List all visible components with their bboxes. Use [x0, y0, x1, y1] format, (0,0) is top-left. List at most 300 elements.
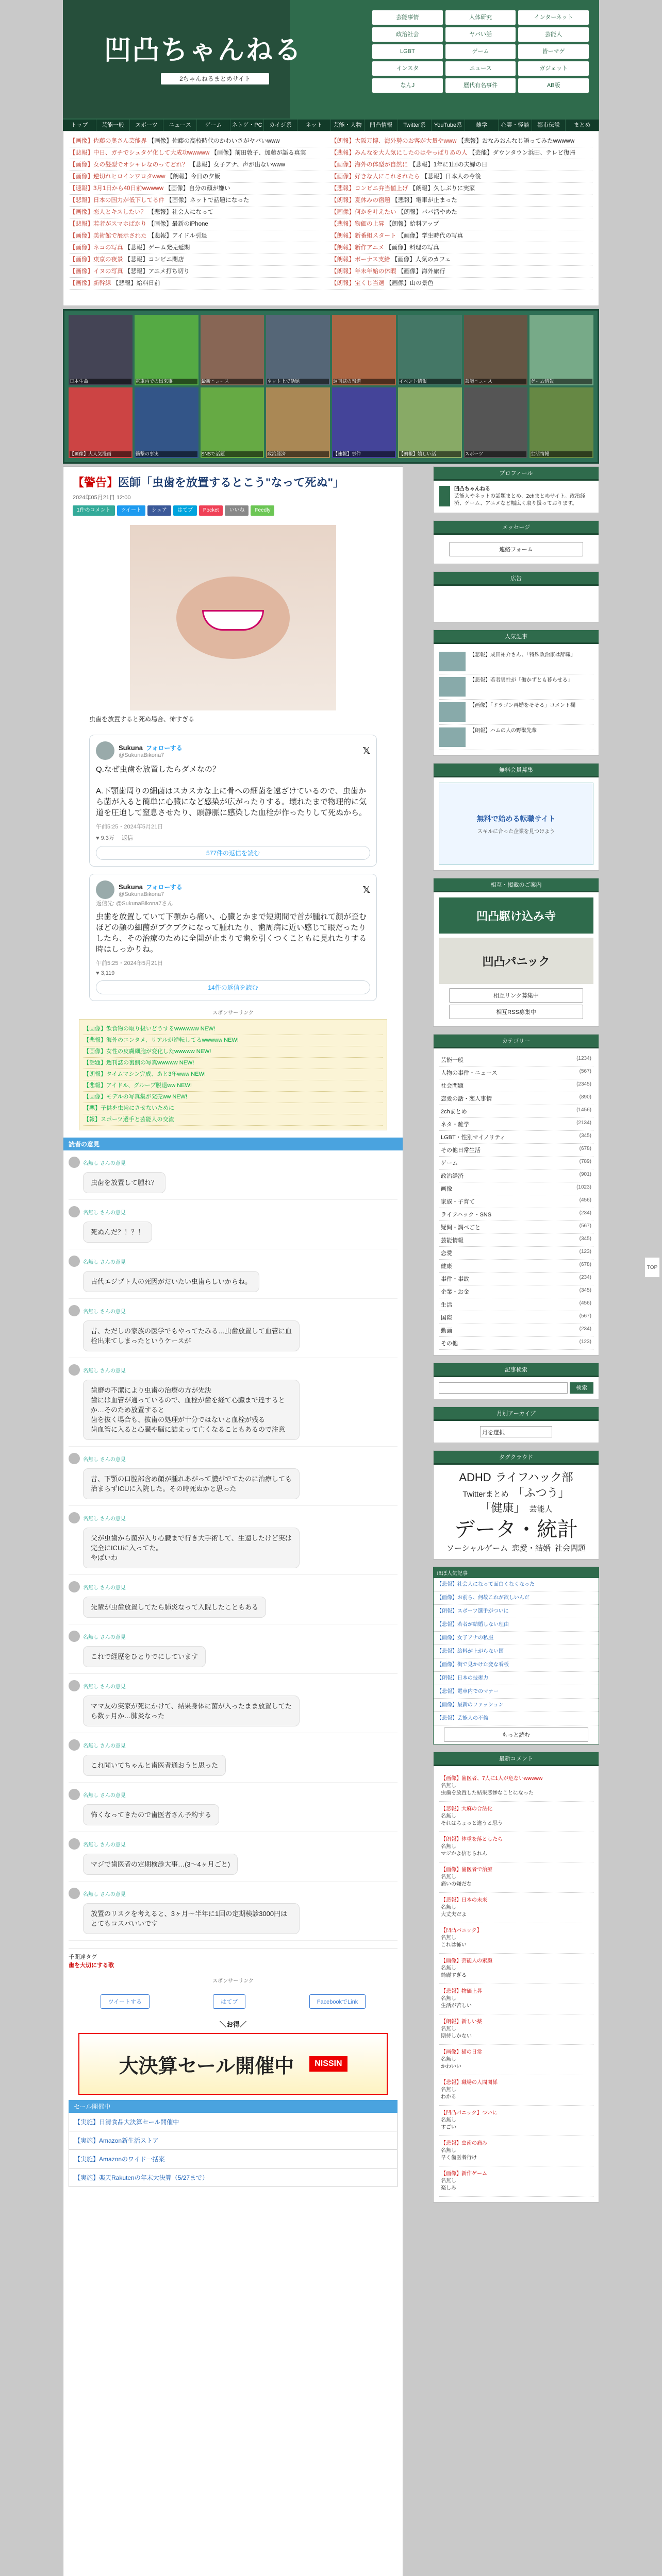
sale-item[interactable]: 【実施】Amazonのワイド一括案 [69, 2150, 398, 2168]
ticker-item[interactable] [70, 254, 331, 265]
banner-cell[interactable] [135, 315, 198, 385]
menu-item[interactable]: ガジェット [518, 61, 589, 76]
feed-item[interactable]: 【画像】街で見かけた変な看板 [434, 1658, 599, 1672]
comment-head [69, 1305, 398, 1316]
ticker-item[interactable] [70, 242, 331, 253]
thumbnail [439, 652, 466, 671]
category-item[interactable] [439, 1221, 593, 1234]
comment-text: これで経歴をひとりでにしています [83, 1646, 206, 1667]
tag-link[interactable]: 「ふつう」 [512, 1486, 570, 1499]
banner-cell[interactable] [332, 315, 396, 385]
recent-text: 早く歯医者行け [441, 2155, 477, 2161]
feed-item[interactable]: 【画像】最新のファッション [434, 1699, 599, 1712]
ticker-item[interactable] [70, 183, 331, 194]
category-name: 社会問題 [441, 1083, 464, 1089]
search-button[interactable]: 検索 [570, 1382, 593, 1394]
category-count: (678) [579, 1146, 591, 1151]
ticker-headline: 【画像】イヌの写真 [70, 268, 123, 275]
rss-request-button[interactable]: 相互RSS募集中 [449, 1005, 583, 1019]
tags-box [69, 1948, 398, 1969]
headline-link[interactable]: 【朗報】タイムマシン完成、あと3年www NEW! [84, 1069, 383, 1080]
heart-icon[interactable]: ♥ 3,119 [96, 970, 115, 976]
share-button[interactable]: いいね [225, 505, 249, 516]
ticker-headline: 【画像】山の景色 [386, 280, 434, 286]
recent-user: 名無し [441, 2057, 456, 2063]
ticker-item[interactable] [331, 207, 592, 218]
sale-item[interactable]: 【実施】日清食品大決算セール開催中 [69, 2113, 398, 2131]
sale-banner[interactable] [78, 2033, 388, 2095]
recent-comment[interactable] [439, 2045, 593, 2075]
recent-comment[interactable] [439, 2106, 593, 2136]
ticker-item[interactable] [331, 171, 592, 182]
menu-item[interactable]: インスタ [372, 61, 443, 76]
tweet-handle: @SukunaBikona7 [119, 891, 164, 897]
ticker-item[interactable] [70, 230, 331, 242]
category-item[interactable] [439, 1247, 593, 1260]
header-menu [372, 10, 589, 93]
ticker-row [70, 195, 592, 207]
category-item[interactable] [439, 1144, 593, 1157]
menu-item[interactable]: AB版 [518, 78, 589, 93]
recent-comment[interactable] [439, 1923, 593, 1954]
category-count: (234) [579, 1275, 591, 1280]
recent-user: 名無し [441, 1783, 456, 1789]
ticker-headline: 【悲報】みんなを大人気にしたのはやっぱりあの人 [331, 150, 468, 156]
archive-select[interactable]: 月を選択 [480, 1426, 552, 1437]
headline-link[interactable]: 【画像】飲食物の取り扱いどうするwwwwww NEW! [84, 1024, 383, 1035]
tweet-time: 午前5:25・2024年5月21日 [96, 824, 163, 830]
comment-name: 名無し さんの意見 [83, 1259, 126, 1265]
profile-box [433, 466, 599, 513]
comment-head [69, 1888, 398, 1899]
tag-link[interactable]: ADHD [459, 1471, 491, 1484]
tag-link[interactable]: ライフハック部 [495, 1471, 573, 1484]
feed-item[interactable]: 【悲報】若者が結婚しない理由 [434, 1618, 599, 1632]
tweet-text: Q.なぜ虫歯を放置したらダメなの？ A.下顎歯周りの細菌はスカスカな上に骨への細菌を遠ざけているので、虫歯から菌が入ると簡単に心臓になど感染が広がったりする。壊れたまで物理的に気道を圧迫して窒息させたり、頭静脈に感染した血栓が作ったりして死ぬから。 [96, 765, 367, 817]
share-button[interactable]: シェア [147, 505, 171, 516]
ticker-item[interactable] [331, 159, 592, 171]
category-item[interactable] [439, 1208, 593, 1221]
recent-comments-header: 最新コメント [434, 1752, 599, 1766]
tag-link[interactable]: 恋愛・結婚 [512, 1544, 551, 1553]
comment-head [69, 1256, 398, 1267]
category-count: (2134) [576, 1120, 591, 1126]
recent-comment[interactable] [439, 2136, 593, 2166]
menu-item[interactable]: ニュース [445, 61, 516, 76]
category-item[interactable] [439, 1273, 593, 1285]
recent-text: 生活が苦しい [441, 2003, 472, 2009]
avatar [69, 1256, 80, 1267]
banner-cell[interactable] [332, 387, 396, 458]
search-input[interactable] [439, 1382, 568, 1394]
nav-item[interactable]: スポーツ [130, 120, 163, 131]
banner-cell[interactable] [464, 387, 528, 458]
ad-header: 広告 [434, 572, 599, 586]
banner-cell[interactable] [69, 315, 133, 385]
ticker-headline: 【悲報】おなみおんなじ語ってみたwwwww [458, 138, 575, 144]
banner-cell[interactable] [69, 387, 133, 458]
tag-link[interactable]: 社会問題 [555, 1544, 586, 1553]
headline-link[interactable]: 【悲報】海外のエンタメ、リアルが逆転してるwwwww NEW! [84, 1035, 383, 1046]
sale-item[interactable]: 【実施】楽天Rakutenの年末大決算（5/27まで） [69, 2168, 398, 2187]
ad-banner[interactable] [439, 783, 593, 865]
recent-comment[interactable] [439, 2075, 593, 2106]
feed-item[interactable]: 【悲報】社会人になって面白くなくなった [434, 1578, 599, 1591]
recent-comment[interactable] [439, 1832, 593, 1862]
category-item[interactable] [439, 1105, 593, 1118]
category-item[interactable] [439, 1170, 593, 1182]
comment-name: 名無し さんの意見 [83, 1516, 126, 1522]
ticker-item[interactable] [331, 278, 592, 289]
avatar [69, 1512, 80, 1523]
ticker-item[interactable] [70, 147, 331, 159]
recent-comment[interactable] [439, 1984, 593, 2014]
ticker-headline: 【朗報】新作アニメ [331, 245, 384, 251]
ticker-row [70, 218, 592, 230]
recent-title: 【凹凸パニック】 [441, 1928, 482, 1934]
share-button[interactable]: ツイート [117, 505, 146, 516]
popular-item[interactable] [439, 725, 593, 750]
category-item[interactable] [439, 1260, 593, 1273]
brand-logo: NISSIN [309, 2056, 347, 2072]
feed-item[interactable]: 【悲報】電車内でのマナー [434, 1685, 599, 1699]
category-count: (678) [579, 1262, 591, 1267]
category-item[interactable] [439, 1054, 593, 1066]
headline-link[interactable]: 【画像】モデルの写真集が発売ww NEW! [84, 1092, 383, 1103]
site-logo[interactable]: 凹凸ちゃんねる [104, 35, 303, 66]
category-item[interactable] [439, 1298, 593, 1311]
nav-item[interactable]: ゲーム [197, 120, 230, 131]
avatar [69, 1838, 80, 1850]
menu-item[interactable]: 芸能人 [518, 27, 589, 42]
share-button[interactable]: ツイートする [101, 1994, 150, 2009]
ticker-headline: 【朗報】夏休みの宿題 [331, 197, 390, 204]
comment-name: 名無し さんの意見 [83, 1309, 126, 1315]
recent-text: これは怖い [441, 1942, 467, 1948]
recent-text: わかる [441, 2094, 456, 2100]
nav-item[interactable]: 心霊・怪談 [499, 120, 532, 131]
category-count: (1023) [576, 1184, 591, 1190]
tweet-name: Sukuna [119, 883, 143, 891]
category-item[interactable] [439, 1131, 593, 1144]
popular-item[interactable] [439, 700, 593, 725]
ticker-headline: 【画像】学生時代の写真 [398, 233, 464, 239]
menu-item[interactable]: なんJ [372, 78, 443, 93]
link-request-button[interactable]: 相互リンク募集中 [449, 988, 583, 1003]
ticker-item[interactable] [331, 195, 592, 206]
ticker-headline: 【速報】3月1日から40日前wwwww [70, 185, 164, 192]
share-button[interactable]: Feedly [251, 505, 274, 516]
ticker-item[interactable] [70, 278, 331, 289]
ticker-headline: 【悲報】若者がスマホばかり [70, 221, 147, 227]
sale-item[interactable]: 【実施】Amazon新生活ストア [69, 2131, 398, 2150]
ticker-item[interactable] [70, 195, 331, 206]
banner-cell[interactable] [529, 315, 593, 385]
banner-cell[interactable] [135, 387, 198, 458]
recent-text: 楽しみ [441, 2185, 456, 2192]
recent-comment[interactable] [439, 1862, 593, 1893]
category-list [434, 1048, 599, 1355]
read-replies-button[interactable]: 14件の返信を読む [96, 980, 370, 994]
banner-caption: 週刊誌の報道 [333, 379, 395, 384]
category-item[interactable] [439, 1337, 593, 1350]
ticker-headline: 【悲報】コンビニ閉店 [124, 257, 184, 263]
category-count: (234) [579, 1210, 591, 1216]
ticker-item[interactable] [331, 230, 592, 242]
ticker-item[interactable] [70, 135, 331, 147]
ticker-item[interactable] [70, 266, 331, 277]
category-name: ネタ・雑学 [441, 1122, 469, 1128]
heart-icon[interactable]: ♥ 9.3万 [96, 835, 114, 841]
comment [69, 1150, 398, 1200]
recent-comment[interactable] [439, 1802, 593, 1832]
tag-link[interactable]: 「健康」 [479, 1501, 525, 1515]
ticker-item[interactable] [331, 266, 592, 277]
banner-cell[interactable] [398, 315, 462, 385]
popular-item[interactable] [439, 649, 593, 674]
headline-link[interactable]: 【悲報】アイドル、グループ脱退ww NEW! [84, 1080, 383, 1092]
menu-item[interactable]: 皆ーマゲ [518, 44, 589, 59]
banner-cell[interactable] [201, 387, 264, 458]
ticker-headline: 【画像】最新のiPhone [148, 221, 208, 227]
recent-title: 【画像】歯医者で治療 [441, 1867, 492, 1873]
ticker-item[interactable] [331, 183, 592, 194]
share-button[interactable]: はてブ [213, 1994, 245, 2009]
sale-header: セール開催中 [69, 2100, 398, 2113]
comment [69, 1733, 398, 1783]
contact-form-button[interactable]: 連絡フォーム [449, 542, 583, 556]
feed-list [434, 1578, 599, 1725]
ticker-headline: 【画像】料理の写真 [386, 245, 439, 251]
feed-item[interactable]: 【画像】お前ら、何故これが欲しいんだ [434, 1591, 599, 1605]
nav-item[interactable]: 凹凸情報 [365, 120, 398, 131]
follow-link[interactable]: フォローする [145, 744, 183, 752]
category-item[interactable] [439, 1118, 593, 1131]
category-item[interactable] [439, 1195, 593, 1208]
category-name: 疑問・調べごと [441, 1225, 481, 1231]
tag-cloud [434, 1465, 599, 1559]
back-to-top-button[interactable]: TOP [644, 1257, 660, 1278]
recent-text: かわいい [441, 2064, 461, 2070]
ticker-headline: 【悲報】日本人の今後 [421, 174, 481, 180]
category-count: (123) [579, 1339, 591, 1345]
recent-user: 名無し [441, 1874, 456, 1880]
ticker-headline: 【朗報】宝くじ当選 [331, 280, 385, 286]
ticker-row [70, 242, 592, 254]
menu-item[interactable]: 人体研究 [445, 10, 516, 25]
category-item[interactable] [439, 1092, 593, 1105]
category-name: 動画 [441, 1328, 452, 1334]
nav-item[interactable]: まとめ [566, 120, 599, 131]
comment-text: 古代エジプト人の死因がだいたい虫歯らしいからね。 [83, 1271, 259, 1292]
category-header: カテゴリー [434, 1035, 599, 1048]
category-name: 2chまとめ [441, 1109, 467, 1115]
popular-title: 【朗報】ハムの人の野獣先輩 [470, 728, 537, 734]
tweet-card[interactable] [89, 874, 377, 1001]
recent-text: すごい [441, 2125, 456, 2131]
profile-header: プロフィール [434, 467, 599, 481]
nav-item[interactable]: カイジ系 [264, 120, 297, 131]
reply-link[interactable]: 返信 [121, 835, 133, 841]
headline-link[interactable]: 【話題】週刊誌の裏側の写真wwwww NEW! [84, 1058, 383, 1069]
banner-cell[interactable] [398, 387, 462, 458]
banner-caption: 【速報】事件 [333, 451, 395, 457]
thumbnail [439, 677, 466, 697]
recent-title: 【画像】歯医者、7人に1人が危ないwwwww [441, 1776, 543, 1782]
article-photo [130, 525, 336, 710]
nav-item[interactable]: ニュース [163, 120, 197, 131]
ticker-row [70, 230, 592, 242]
recent-comment[interactable] [439, 1771, 593, 1802]
recent-title: 【画像】新作ゲーム [441, 2171, 487, 2177]
comment [69, 1506, 398, 1575]
category-count: (567) [579, 1223, 591, 1229]
comment [69, 1249, 398, 1299]
recent-user: 名無し [441, 1844, 456, 1850]
sale-text: 大決算セール開催中 [119, 2055, 294, 2077]
ticker-item[interactable] [331, 147, 592, 159]
banner-caption: 政治経済 [267, 451, 329, 457]
ticker-item[interactable] [70, 171, 331, 182]
feed-item[interactable]: 【画像】女子アナの私服 [434, 1632, 599, 1645]
recent-comments-list [434, 1766, 599, 2202]
menu-item[interactable]: インターネット [518, 10, 589, 25]
recent-comment[interactable] [439, 1954, 593, 1984]
headline-ticker [63, 131, 599, 306]
banner-cell[interactable] [266, 387, 330, 458]
avatar [69, 1789, 80, 1800]
link-banner-2[interactable]: 凹凸パニック [439, 938, 593, 984]
recent-user: 名無し [441, 1905, 456, 1911]
feed-item[interactable]: 【悲報】芸能人の不倫 [434, 1712, 599, 1725]
category-item[interactable] [439, 1079, 593, 1092]
menu-item[interactable]: ゲーム [445, 44, 516, 59]
category-item[interactable] [439, 1157, 593, 1170]
category-item[interactable] [439, 1234, 593, 1247]
ticker-headline: 【画像】自分の顔が嫌い [165, 185, 230, 192]
category-count: (567) [579, 1069, 591, 1074]
category-item[interactable] [439, 1324, 593, 1337]
ticker-headline: 【悲報】給料日前 [112, 280, 160, 286]
ticker-row [70, 159, 592, 171]
banner-cell[interactable] [464, 315, 528, 385]
nav-item[interactable]: トップ [63, 120, 96, 131]
comment-name: 名無し さんの意見 [83, 1368, 126, 1374]
share-button[interactable]: Pocket [199, 505, 223, 516]
ticker-headline: 【悲報】物価の上昇 [331, 221, 385, 227]
ticker-row [70, 266, 592, 278]
follow-link[interactable]: フォローする [145, 883, 183, 891]
menu-item[interactable]: 政治社会 [372, 27, 443, 42]
image-banner [63, 309, 599, 464]
share-button[interactable]: はてブ [173, 505, 197, 516]
comment-name: 名無し さんの意見 [83, 1456, 126, 1463]
category-name: その他日常生活 [441, 1147, 481, 1154]
banner-caption: ネット上で話題 [267, 379, 329, 384]
avatar [69, 1581, 80, 1592]
tag-link[interactable]: ソーシャルゲーム [446, 1544, 508, 1553]
category-count: (456) [579, 1197, 591, 1203]
recent-comment[interactable] [439, 2166, 593, 2197]
ticker-headline: 【悲報】ゲーム発売延期 [124, 245, 190, 251]
banner-cell[interactable] [266, 315, 330, 385]
ticker-headline: 【画像】佐藤の奥さん芸能界 [70, 138, 147, 144]
category-name: LGBT・性別マイノリティ [441, 1134, 506, 1141]
popular-item[interactable] [439, 674, 593, 700]
link-banner-1[interactable]: 凹凸駆け込み寺 [439, 897, 593, 934]
tag-link[interactable]: Twitterまとめ [462, 1489, 509, 1499]
ticker-item[interactable] [331, 242, 592, 253]
category-item[interactable] [439, 1311, 593, 1324]
ticker-item[interactable] [70, 207, 331, 218]
recent-comment[interactable] [439, 2014, 593, 2045]
recent-user: 名無し [441, 2178, 456, 2184]
banner-cell[interactable] [529, 387, 593, 458]
comment [69, 1575, 398, 1624]
nav-item[interactable]: 都市伝説 [532, 120, 566, 131]
menu-item[interactable]: LGBT [372, 44, 443, 59]
headline-link[interactable]: 【悪】子供を虫歯にさせないために [84, 1103, 383, 1114]
ticker-headline: 【悲報】社会人になって [148, 209, 213, 215]
tweet-card[interactable] [89, 735, 377, 867]
category-name: ライフハック・SNS [441, 1212, 492, 1218]
menu-item[interactable]: 歴代有名事件 [445, 78, 516, 93]
ticker-headline: 【画像】新幹線 [70, 280, 111, 286]
profile-name: 凹凸ちゃんねる [454, 486, 490, 492]
menu-item[interactable]: ヤバい話 [445, 27, 516, 42]
menu-item[interactable]: 芸能事情 [372, 10, 443, 25]
banner-cell[interactable] [201, 315, 264, 385]
tag-link[interactable]: 歯を大切にする歌 [69, 1962, 114, 1969]
share-button[interactable]: 1件のコメント [73, 505, 115, 516]
share-button[interactable]: FacebookでLink [309, 1994, 366, 2009]
feed-more-button[interactable]: もっと読む [444, 1727, 588, 1742]
nav-item[interactable]: Twitter系 [398, 120, 432, 131]
tag-link[interactable]: データ・統計 [454, 1518, 578, 1541]
recent-title: 【悲報】虫歯の痛み [441, 2141, 487, 2147]
recent-title: 【悲報】大麻の合法化 [441, 1806, 492, 1812]
ticker-item[interactable] [331, 218, 592, 230]
ticker-item[interactable] [331, 135, 592, 147]
headline-link[interactable]: 【画像】女性の皮膚細胞が変化したwwwww NEW! [84, 1046, 383, 1058]
nav-item[interactable]: 雑学 [465, 120, 499, 131]
nav-item[interactable]: YouTube系 [432, 120, 465, 131]
feed-item[interactable]: 【悲報】給料が上がらない国 [434, 1645, 599, 1658]
headline-link[interactable]: 【報】スポーツ選手と芸能人の交流 [84, 1114, 383, 1126]
category-item[interactable] [439, 1285, 593, 1298]
thumbnail [439, 727, 466, 747]
avatar [96, 880, 114, 899]
tag-link[interactable]: 芸能人 [529, 1505, 553, 1514]
recent-comment[interactable] [439, 1893, 593, 1923]
ticker-item[interactable] [70, 159, 331, 171]
category-item[interactable] [439, 1182, 593, 1195]
nav-item[interactable]: ネトゲ・PC [230, 120, 264, 131]
ticker-item[interactable] [70, 218, 331, 230]
nav-item[interactable]: 芸能一般 [96, 120, 130, 131]
ticker-item[interactable] [331, 254, 592, 265]
read-replies-button[interactable]: 577件の返信を読む [96, 846, 370, 860]
nav-item[interactable]: 芸能・人物 [331, 120, 365, 131]
nav-item[interactable]: ネット [297, 120, 331, 131]
category-box [433, 1034, 599, 1355]
recent-text: 虫歯を放置した結果悲惨なことになった [441, 1790, 534, 1797]
banner-caption: 芸能ニュース [465, 379, 527, 384]
category-item[interactable] [439, 1066, 593, 1079]
feed-item[interactable]: 【朗報】日本の技術力 [434, 1672, 599, 1685]
comment-name: 名無し さんの意見 [83, 1684, 126, 1690]
feed-item[interactable]: 【朗報】スポーツ選手がついに [434, 1605, 599, 1618]
